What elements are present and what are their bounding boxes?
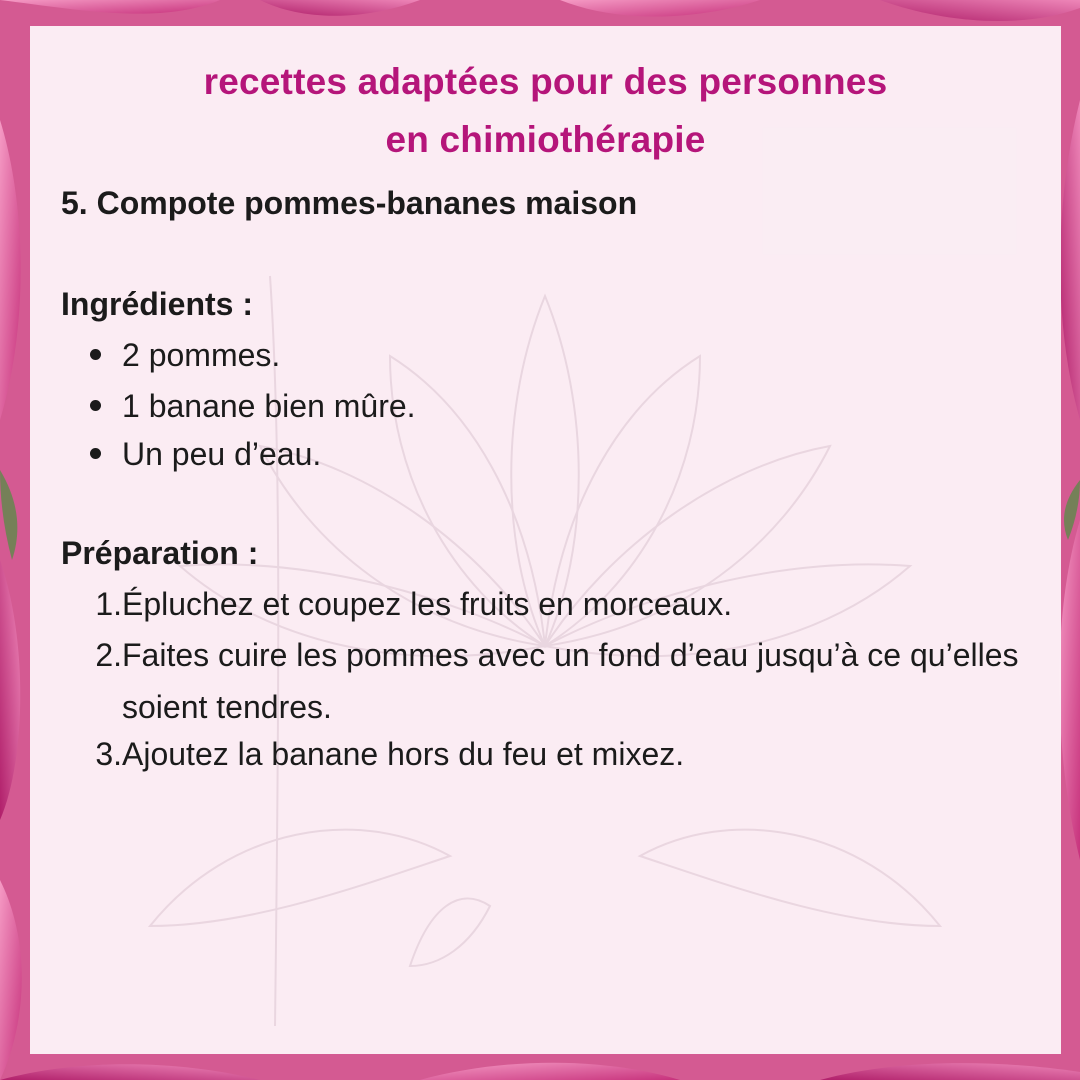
- step-text: Faites cuire les pommes avec un fond d’eau jusqu’à ce qu’elles soient tendres.: [122, 637, 1019, 725]
- preparation-heading: Préparation :: [61, 535, 259, 571]
- ingredients-heading: Ingrédients :: [61, 286, 254, 322]
- recipe-title: 5. Compote pommes-bananes maison: [61, 185, 638, 221]
- step-text: Épluchez et coupez les fruits en morceaux.: [122, 586, 733, 622]
- bullet-dot-icon: [90, 349, 101, 360]
- step-text: Ajoutez la banane hors du feu et mixez.: [122, 736, 685, 772]
- recipe-card: [30, 26, 1061, 1054]
- ingredient-text: 2 pommes.: [122, 337, 281, 373]
- step-number: 1.: [95, 586, 122, 622]
- page-title-line-2: en chimiothérapie: [385, 119, 706, 160]
- page-title-line-1: recettes adaptées pour des personnes: [203, 61, 888, 102]
- ingredient-text: 1 banane bien mûre.: [122, 388, 416, 424]
- ingredient-text: Un peu d’eau.: [122, 436, 322, 472]
- bullet-dot-icon: [90, 448, 101, 459]
- step-number: 2.: [95, 637, 122, 673]
- recipe-content: [30, 26, 1061, 1054]
- step-number: 3.: [95, 736, 122, 772]
- bullet-dot-icon: [90, 400, 101, 411]
